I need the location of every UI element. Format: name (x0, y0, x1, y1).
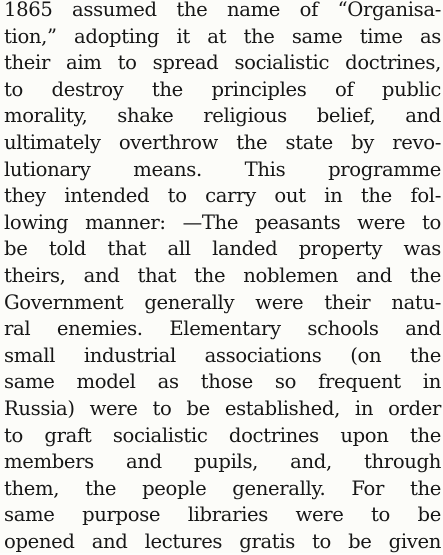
text-line: them, the people generally. For the (4, 476, 441, 500)
text-line: be told that all landed property was (4, 237, 441, 261)
text-line: Russia) were to be established, in order (4, 396, 441, 420)
text-line: to graft socialistic doctrines upon the (4, 423, 441, 447)
text-line: members and pupils, and, through (4, 450, 441, 474)
text-line: morality, shake religious belief, and (4, 104, 441, 128)
article-text (4, 0, 441, 555)
text-line: ultimately overthrow the state by revo- (4, 130, 441, 154)
text-line: small industrial associations (on the (4, 343, 441, 367)
text-line: 1865 assumed the name of “Organisa- (4, 0, 441, 21)
text-line: to destroy the principles of public (4, 77, 441, 101)
text-line: Government generally were their natu- (4, 290, 441, 314)
text-line: opened and lectures gratis to be given (4, 529, 441, 553)
text-line: same purpose libraries were to be (4, 503, 441, 527)
text-line: lowing manner: —The peasants were to (4, 210, 441, 234)
text-line: they intended to carry out in the fol- (4, 184, 441, 208)
text-line: tion,” adopting it at the same time as (4, 24, 441, 48)
text-line: their aim to spread socialistic doctrines, (4, 51, 441, 75)
text-line: same model as those so frequent in (4, 370, 441, 394)
text-line: lutionary means. This programme (4, 157, 441, 181)
text-line: ral enemies. Elementary schools and (4, 317, 441, 341)
text-line: theirs, and that the noblemen and the (4, 263, 441, 287)
